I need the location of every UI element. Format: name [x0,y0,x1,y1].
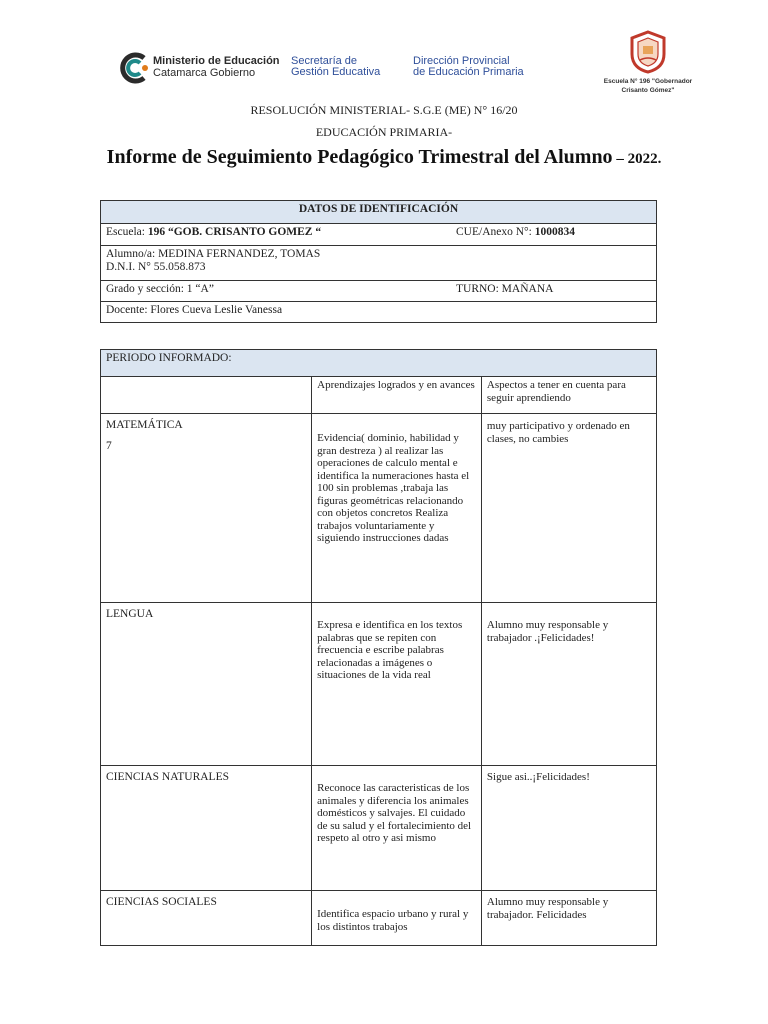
aspectos-cell [481,603,656,766]
direccion-line2: de Educación Primaria [413,66,524,78]
escuela-caption-line2: Crisanto Gómez" [621,87,675,94]
nivel-text: EDUCACIÓN PRIMARIA- [315,125,453,139]
secretaria-line1: Secretaría de [291,55,358,67]
aspectos-cell [481,766,656,891]
aspectos-cell [481,414,656,603]
secretaria-line2: Gestión Educativa [291,66,381,78]
page-title [100,145,668,171]
table-row [101,414,657,603]
cue-field [456,226,575,239]
area-grade: 7 [106,440,112,452]
ministerio-line1: Ministerio de Educación [153,55,280,67]
aprendizajes-text: Evidencia( dominio, habilidad y gran destreza ) al realizar las operaciones de calculo mental e identifica la numeraciones hasta el 100 sin problemas ,trabaja las figuras geométricas relacionando con objetos concretos Realiza trabajos voluntariamente y siguiendo instrucciones dadas [317,432,470,544]
turno-text: TURNO: MAÑANA [456,283,554,295]
aspectos-text: Sigue asi..¡Felicidades! [486,771,590,783]
docente-text: Docente: Flores Cueva Leslie Vanessa [106,304,283,316]
escuela-label: Escuela: [106,226,148,238]
aprendizajes-cell [312,766,482,891]
cue-value: 1000834 [534,226,575,238]
aspectos-text: Alumno muy responsable y trabajador .¡Felicidades! [486,619,609,644]
table-row [101,766,657,891]
area-name: MATEMÁTICA [106,419,183,431]
aspectos-cell [481,891,656,946]
secretaria-logo [291,56,380,78]
alumno-text: Alumno/a: MEDINA FERNANDEZ, TOMAS [106,248,321,260]
aprendizajes-cell [312,414,482,603]
direccion-line1: Dirección Provincial [413,55,510,67]
periodo-table [100,349,657,946]
escuela-row [101,224,657,246]
area-cell [101,414,312,603]
ministerio-emblem-icon [118,52,150,84]
area-cell [101,766,312,891]
aprendizajes-cell [312,891,482,946]
aspectos-text: Alumno muy responsable y trabajador. Felicidades [486,896,609,921]
aprendizajes-text: Identifica espacio urbano y rural y los distintos trabajos [317,908,469,933]
docente-row [101,302,657,323]
escuela-caption-line1: Escuela N° 196 "Gobernador [603,78,693,85]
aprendizajes-cell [312,603,482,766]
area-cell [101,891,312,946]
col-header-aspectos: Aspectos a tener en cuenta para seguir aprendiendo [481,377,656,414]
area-cell [101,603,312,766]
aprendizajes-text: Expresa e identifica en los textos palabras que se repiten con frecuencia e escribe palabras relacionadas a imágenes o situaciones de la vida real [317,619,463,681]
periodo-heading: PERIODO INFORMADO: [101,350,657,377]
area-name: CIENCIAS NATURALES [106,771,229,783]
resolucion-text: RESOLUCIÓN MINISTERIAL- S.G.E (ME) N° 16/20 [250,103,518,117]
area-name: LENGUA [106,608,154,620]
identificacion-heading: DATOS DE IDENTIFICACIÓN [101,201,657,224]
col-header-aprendizajes: Aprendizajes logrados y en avances [312,377,482,414]
grado-text: Grado y sección: 1 “A” [106,283,214,295]
ministerio-line2: Catamarca Gobierno [153,67,256,79]
title-main: Informe de Seguimiento Pedagógico Trimestral del Alumno [106,146,613,168]
title-year: – 2022. [612,151,662,167]
cue-label: CUE/Anexo N°: [456,226,535,238]
ministerio-logo [118,50,278,90]
direccion-logo [413,56,524,78]
periodo-header-empty [101,377,312,414]
identificacion-table [100,200,657,323]
grado-row [101,281,657,302]
area-name: CIENCIAS SOCIALES [106,896,217,908]
alumno-row [101,246,657,281]
escuela-logo [604,30,704,100]
escuela-value: 196 “GOB. CRISANTO GOMEZ “ [147,226,322,238]
table-row [101,891,657,946]
aprendizajes-text: Reconoce las caracteristicas de los animales y diferencia los animales domésticos y salvajes. El cuidado de su salud y el fortalecimiento del respeto al otro y asi mismo [317,782,472,844]
school-crest-icon [628,30,668,74]
dni-text: D.N.I. N° 55.058.873 [106,261,206,273]
aspectos-text: muy participativo y ordenado en clases, no cambies [486,420,630,445]
table-row [101,603,657,766]
